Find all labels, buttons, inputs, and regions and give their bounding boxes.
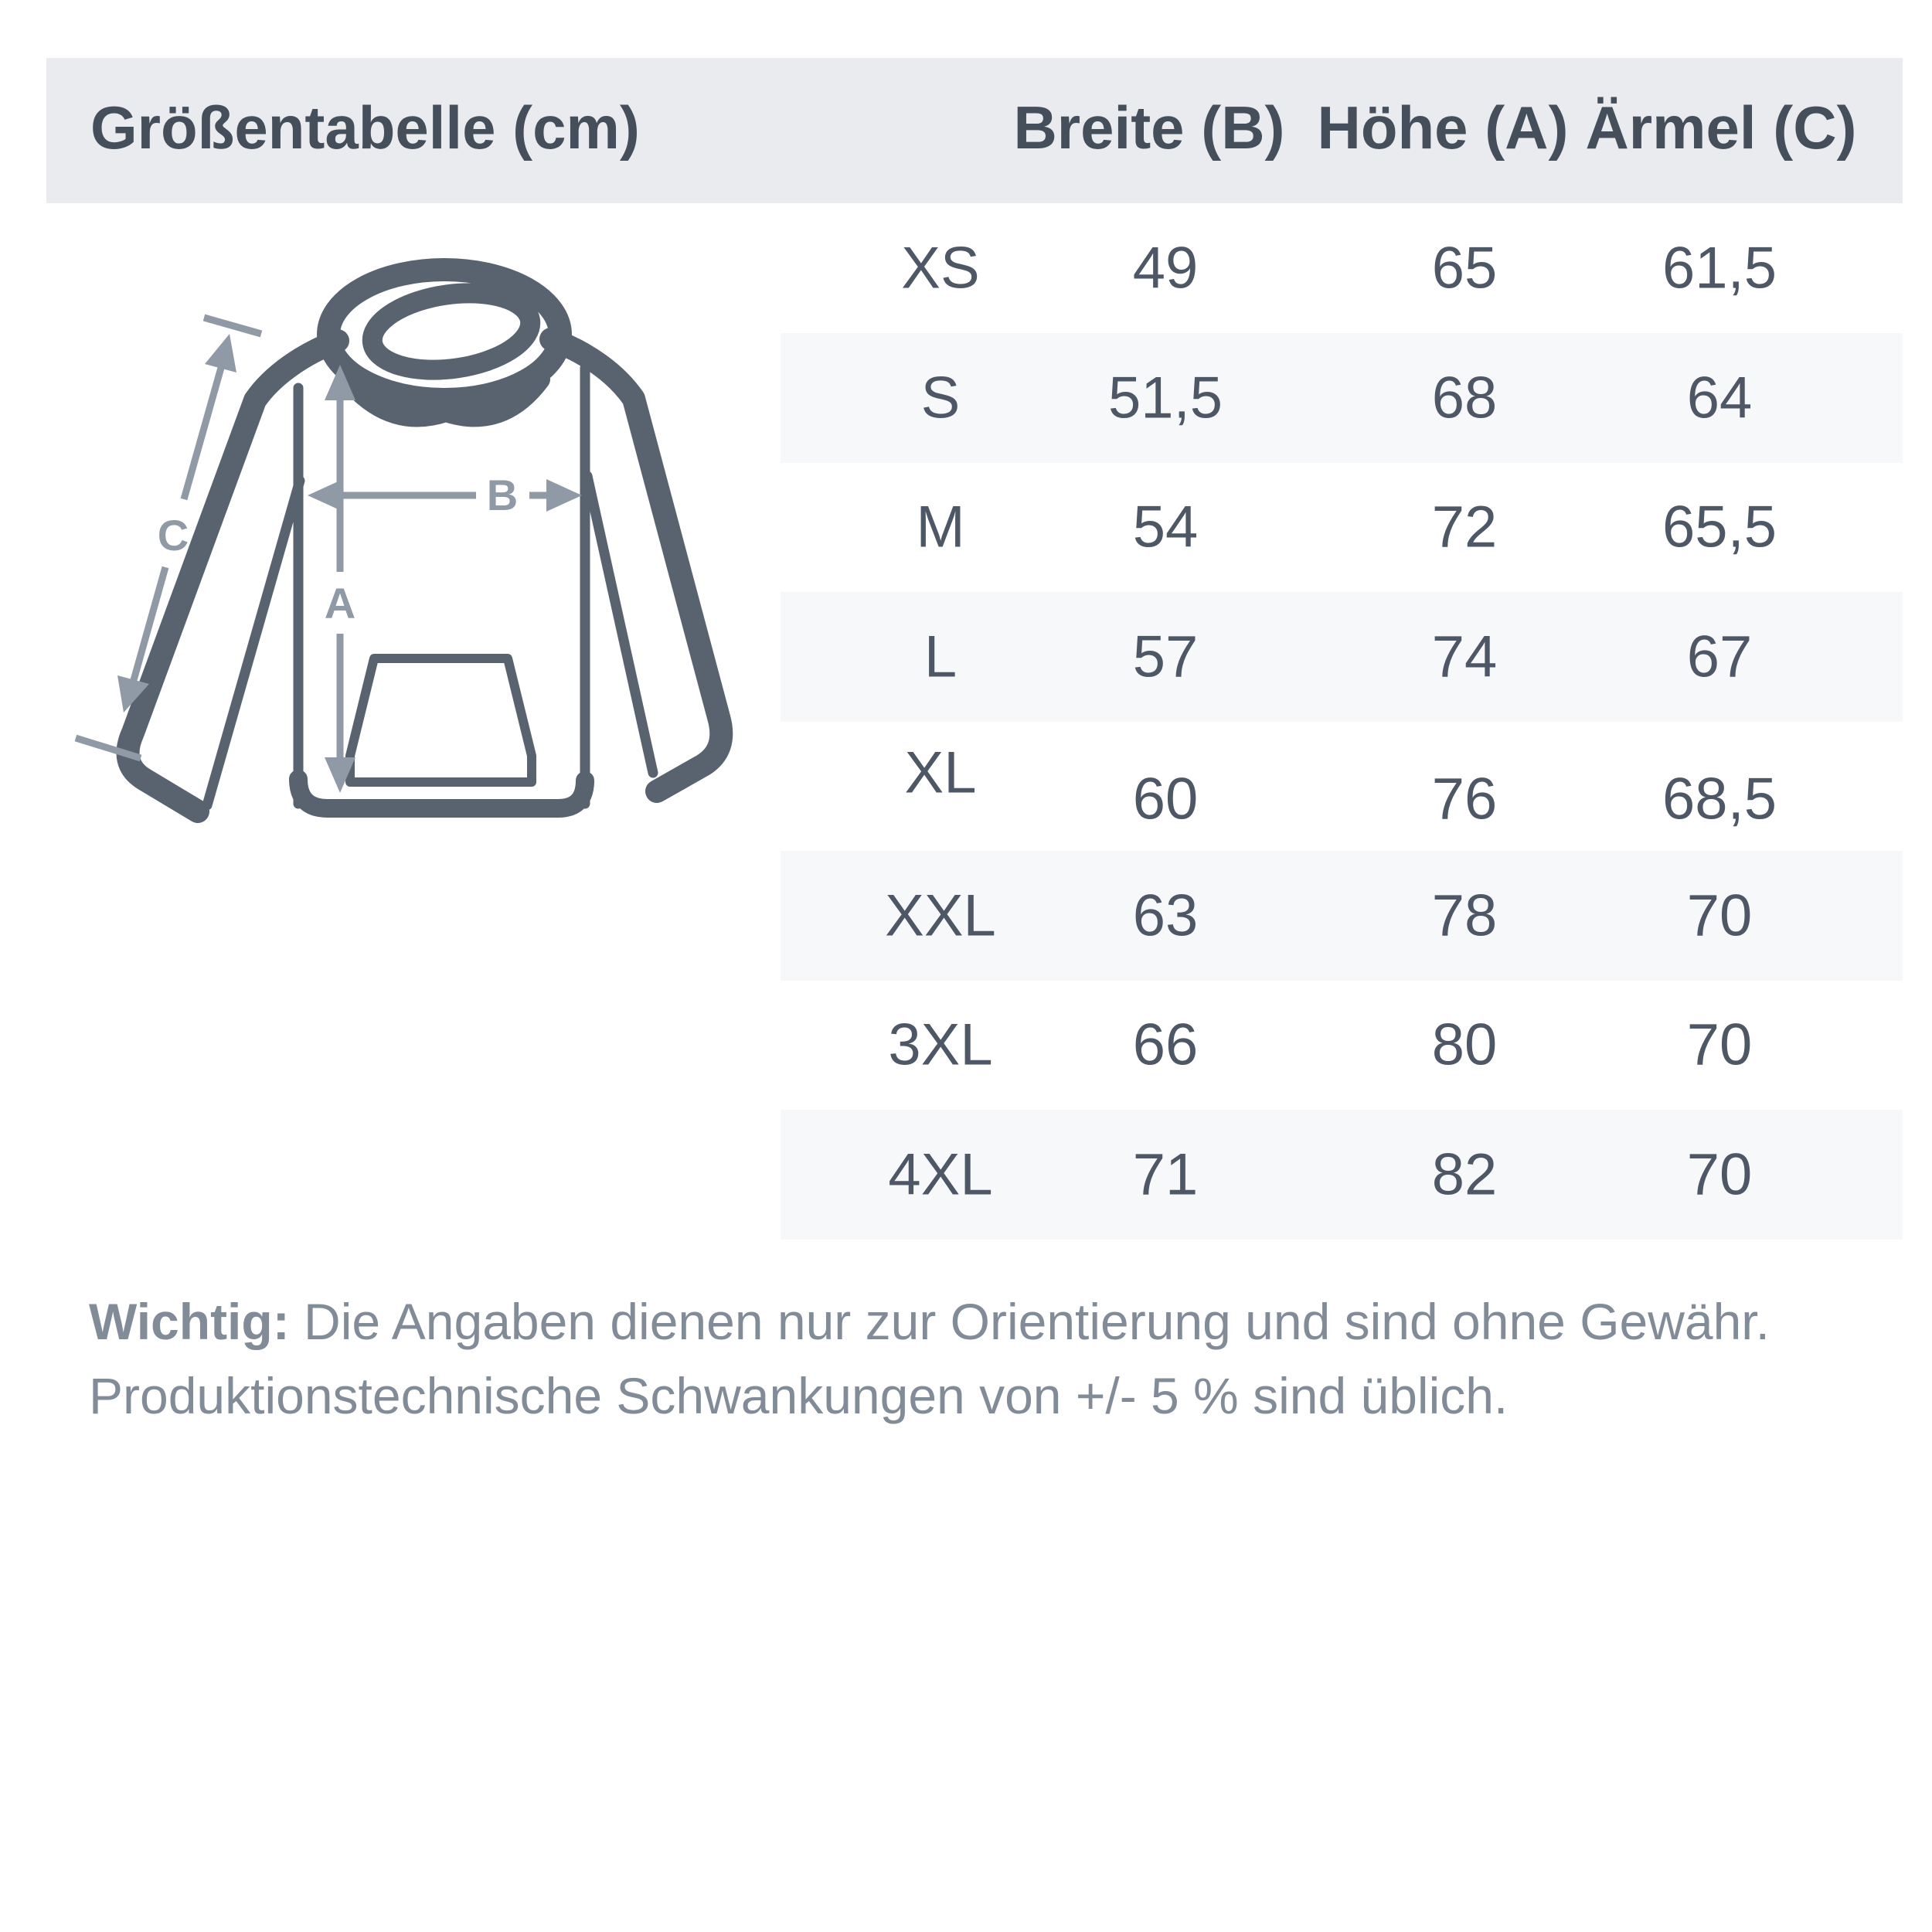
- breite-value: 63: [1132, 883, 1199, 948]
- hoehe-value: 82: [1431, 1141, 1498, 1207]
- label-c: C: [157, 511, 189, 560]
- aermel-value: 70: [1686, 1141, 1753, 1207]
- breite-value: 54: [1132, 494, 1199, 560]
- table-row: [781, 980, 1903, 1110]
- note-lead: Wichtig:: [89, 1293, 304, 1350]
- breite-value: 51,5: [1108, 365, 1223, 430]
- width-arrow-b: [308, 471, 582, 519]
- col-header-hoehe: Höhe (A): [1317, 93, 1569, 162]
- table-row: [781, 203, 1903, 333]
- hoehe-value: 76: [1431, 766, 1498, 832]
- size-label: XS: [901, 235, 980, 301]
- aermel-value: 64: [1686, 365, 1753, 430]
- breite-value: 66: [1132, 1012, 1199, 1078]
- size-label: S: [920, 365, 961, 430]
- page-title: Größentabelle (cm): [90, 93, 640, 162]
- breite-value: 71: [1132, 1141, 1199, 1207]
- hoehe-value: 80: [1431, 1012, 1498, 1078]
- label-a: A: [324, 579, 356, 628]
- height-arrow-a: [325, 365, 355, 793]
- label-b: B: [486, 471, 519, 519]
- aermel-value: 68,5: [1662, 766, 1777, 832]
- col-header-aermel: Ärmel (C): [1585, 93, 1857, 162]
- hoehe-value: 65: [1431, 235, 1498, 301]
- table-row: [781, 851, 1903, 981]
- size-label: XXL: [885, 883, 996, 948]
- table-row: [781, 462, 1903, 592]
- table-row: [781, 592, 1903, 722]
- hoehe-value: 78: [1431, 883, 1498, 948]
- aermel-value: 70: [1686, 883, 1753, 948]
- aermel-value: 70: [1686, 1012, 1753, 1078]
- note-line1: Die Angaben dienen nur zur Orientierung und sind ohne Gewähr.: [304, 1293, 1770, 1350]
- table-header-bar: [46, 58, 1903, 203]
- table-row: [781, 333, 1903, 463]
- size-label: L: [923, 624, 957, 689]
- hoehe-value: 68: [1431, 365, 1498, 430]
- note-line2: Produktionstechnische Schwankungen von +/- 5 % sind üblich.: [89, 1366, 1509, 1424]
- hoehe-value: 74: [1431, 624, 1498, 689]
- breite-value: 57: [1132, 624, 1199, 689]
- hoehe-value: 72: [1431, 494, 1498, 560]
- aermel-value: 67: [1686, 624, 1753, 689]
- breite-value: 49: [1132, 235, 1199, 301]
- size-label: XL: [904, 740, 977, 806]
- aermel-value: 65,5: [1662, 494, 1777, 560]
- table-row: [781, 721, 1903, 851]
- size-label: 3XL: [888, 1012, 993, 1078]
- table-row: [781, 1110, 1903, 1240]
- note-text: [89, 1285, 1889, 1433]
- col-header-breite: Breite (B): [1013, 93, 1285, 162]
- size-label: 4XL: [888, 1141, 993, 1207]
- aermel-value: 61,5: [1662, 235, 1777, 301]
- hoodie-outline-icon: [128, 270, 722, 811]
- sleeve-arrow-c: [76, 318, 261, 758]
- size-label: M: [916, 494, 965, 560]
- breite-value: 60: [1132, 766, 1199, 832]
